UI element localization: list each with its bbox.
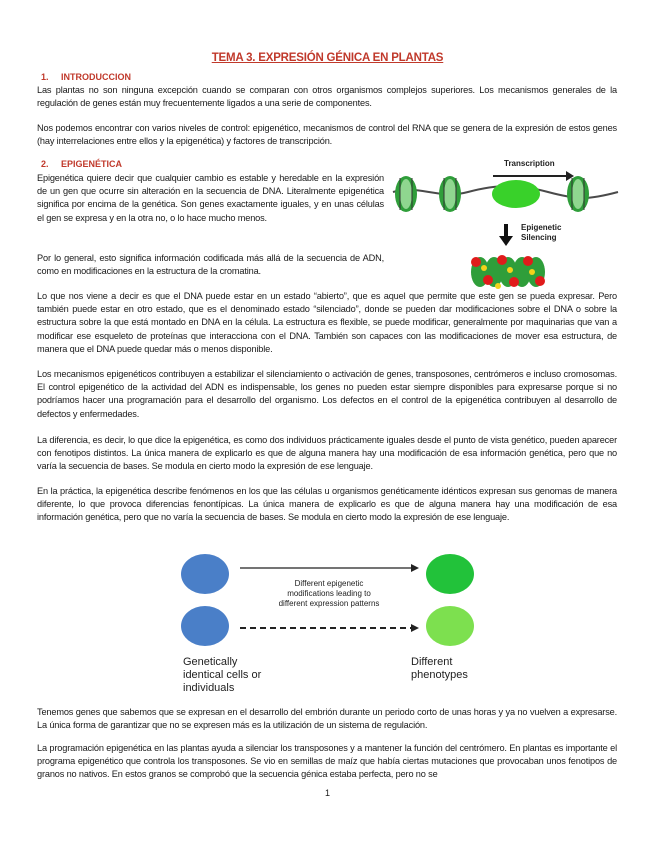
- paragraph: Las plantas no son ninguna excepción cuando se comparan con otros organismos complejos superiores. Los mecanismos generales de la regulación de genes están muy frecuentemente ligados a una serie de componentes.: [37, 85, 617, 109]
- right-label: Different: [411, 656, 453, 668]
- paragraph: La diferencia, es decir, lo que dice la epigenética, es como dos individuos prácticamente iguales desde el punto de vista genético, pueden aparecer con fenotipos distintos. La única manera de explicarlo es que de alguna manera hay una modificación de esa información genética, pero que no varía la secuencia de bases. Se modula en cierto modo la expresión de ese lenguaje.: [37, 435, 617, 472]
- right-label: phenotypes: [411, 669, 468, 681]
- nucleosome: [567, 176, 589, 212]
- chromatin-diagram: [388, 154, 624, 294]
- left-label: Genetically: [183, 656, 238, 668]
- section-title: EPIGENÉTICA: [61, 159, 123, 169]
- phenotype-cell-2: [426, 606, 474, 646]
- paragraph: Por lo general, esto significa información codificada más allá de la secuencia de ADN, como en modificaciones en la estructura de la cromatina.: [37, 253, 384, 277]
- phenotype-cell-1: [426, 554, 474, 594]
- identical-cell-1: [181, 554, 229, 594]
- arrow-text: modifications leading to: [287, 589, 371, 598]
- nucleosome: [439, 176, 461, 212]
- identical-cell-2: [181, 606, 229, 646]
- arrow-text: different expression patterns: [278, 599, 380, 608]
- document-title: TEMA 3. EXPRESIÓN GÉNICA EN PLANTAS: [211, 52, 444, 64]
- phenotype-diagram: [165, 540, 500, 700]
- paragraph: Nos podemos encontrar con varios niveles de control: epigenético, mecanismos de control del RNA que se genera de la expresión de estos genes (hay interrelaciones entre ellos y la epigenética) y factores de transcripción.: [37, 123, 617, 147]
- left-label: identical cells or: [183, 669, 262, 681]
- page-number: 1: [324, 788, 330, 798]
- paragraph: Epigenética quiere decir que cualquier cambio es estable y heredable en la expresión de un gen que ocurre sin alteración en la secuencia de DNA. Literalmente epigenética significa por encima de la genética. Son genes exactamente iguales, y en unas células el gen se expresa y en la otra no, o lo hace mucho menos.: [37, 173, 384, 223]
- paragraph: Los mecanismos epigenéticos contribuyen a estabilizar el silenciamiento o activación de genes, transposones, centrómeros e incluso cromosomas. El control epigenético de la actividad del ADN es indispensable, los genes no pueden estar siempre disponibles para expresarse porque si no podríamos hacer una programación para el desarrollo del organismo. Los defectos en el control de la epigenética contribuyen al desarrollo de defectos y enfermedades.: [37, 369, 617, 419]
- paragraph: Tenemos genes que sabemos que se expresan en el desarrollo del embrión durante un periodo corto de unas horas y ya no vuelven a expresarse. La única forma de garantizar que no se expresen más es la utilización de un sistema de regulación.: [37, 707, 617, 731]
- phenotype-figure: [165, 540, 500, 700]
- left-label: individuals: [183, 682, 235, 694]
- rna-polymerase: [492, 180, 540, 208]
- section-title: INTRODUCCION: [61, 72, 131, 82]
- nucleosome: [395, 176, 417, 212]
- section-number: 2.: [41, 159, 49, 169]
- paragraph: La programación epigenética en las plantas ayuda a silenciar los transposones y a mantener la función del centrómero. En plantas es importante el programa epigenético que controla los transposones. Se vio en semillas de maíz que había ciertas mutaciones que provocaban unos fenotipos de granos no nativos. En estos granos se comprobó que la secuencia génica estaba perfecta, pero no se: [37, 743, 617, 780]
- epigenetic-silencing-figure: [388, 154, 624, 294]
- section-heading-introduccion: [41, 72, 131, 82]
- paragraph: En la práctica, la epigenética describe fenómenos en los que las células u organismos genéticamente idénticos expresan sus genomas de manera diferente, lo que provoca diferencias fenontípicas. La única manera de explicarlo es que de alguna manera hay una modificación de esa información genética, pero que no varía la secuencia de bases. Se modula en cierto modo la expresión de ese lenguaje.: [37, 486, 617, 523]
- silencing-label: Epigenetic: [521, 223, 562, 232]
- silenced-chromatin: [471, 255, 545, 289]
- paragraph: Lo que nos viene a decir es que el DNA puede estar en un estado “abierto”, que es aquel que permite que este gen se pueda expresar. Pero también puede estar en otro estado, que es el denominado estado “silenciado”, donde se pueden dar modificaciones sobre el DNA o sobre la estructura sobre la que está montado en DNA en la célula. La estructura es flexible, se puede modificar, generalmente por maquinarias que van a modificar ese esqueleto de proteínas que interacciona con el DNA. También son capaces con las modificaciones de mover esa estructura, de manera que el DNA puede quedar más o menos disponible.: [37, 291, 617, 354]
- arrow-text: Different epigenetic: [294, 579, 364, 588]
- section-heading-epigenetica: [41, 159, 122, 169]
- silencing-label: Silencing: [521, 233, 557, 242]
- section-number: 1.: [41, 72, 49, 82]
- transcription-label: Transcription: [504, 159, 555, 168]
